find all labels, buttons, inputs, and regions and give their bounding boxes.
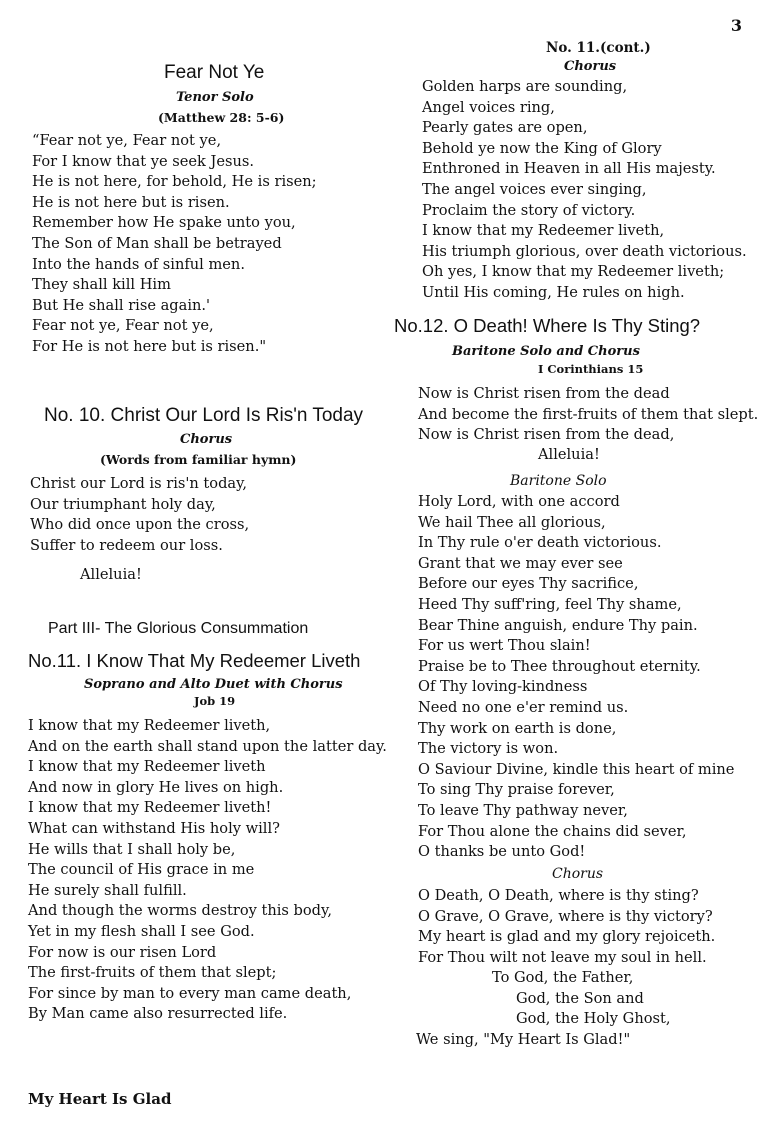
lyric-line: Oh yes, I know that my Redeemer liveth; (422, 263, 725, 281)
lyric-line: Behold ye now the King of Glory (422, 139, 662, 157)
no12-chorus-label: Chorus (552, 866, 604, 882)
lyric-line: He surely shall fulfill. (28, 881, 187, 899)
lyric-line: For now is our risen Lord (28, 943, 217, 961)
fear-not-ye-voice: Tenor Solo (176, 90, 254, 105)
no12-chorus-lyrics (418, 886, 715, 968)
lyric-line: But He shall rise again.' (32, 296, 211, 314)
lyric-line: For I know that ye seek Jesus. (32, 152, 255, 170)
lyric-line: Fear not ye, Fear not ye, (32, 317, 214, 335)
no10-voice: Chorus (180, 432, 233, 447)
lyric-line: I know that my Redeemer liveth, (422, 222, 665, 240)
lyric-line: For Thou wilt not leave my soul in hell. (418, 948, 707, 966)
lyric-line: He is not here, for behold, He is risen; (32, 173, 317, 191)
lyric-line: Our triumphant holy day, (30, 495, 216, 513)
lyric-line: Suffer to redeem our loss. (30, 536, 223, 554)
no11-voice: Soprano and Alto Duet with Chorus (84, 677, 343, 692)
lyric-line: For us wert Thou slain! (418, 637, 591, 655)
lyric-line: To sing Thy praise forever, (418, 781, 615, 799)
lyric-line: O thanks be unto God! (418, 843, 586, 861)
fear-not-ye-title: Fear Not Ye (164, 62, 265, 83)
lyric-line: Into the hands of sinful men. (32, 255, 245, 273)
no11-lyrics (28, 716, 387, 1025)
lyric-line: Heed Thy suff'ring, feel Thy shame, (418, 595, 682, 613)
lyric-line: The angel voices ever singing, (422, 180, 647, 198)
no10-reference: (Words from familiar hymn) (100, 452, 297, 467)
lyric-line: Before our eyes Thy sacrifice, (418, 575, 639, 593)
no10-title: No. 10. Christ Our Lord Is Ris'n Today (44, 405, 364, 426)
no12-reference: I Corinthians 15 (538, 362, 644, 376)
lyric-line: My heart is glad and my glory rejoiceth. (418, 928, 716, 946)
lyric-line: Angel voices ring, (422, 98, 555, 116)
lyric-line: And on the earth shall stand upon the latter day. (28, 737, 387, 755)
lyric-line: And though the worms destroy this body, (28, 902, 332, 920)
baritone-solo-lyrics (418, 492, 734, 863)
part-three-heading: Part III- The Glorious Consummation (48, 620, 309, 637)
lyric-line: What can withstand His holy will? (28, 819, 280, 837)
baritone-solo-label: Baritone Solo (510, 473, 607, 489)
lyric-line: O Death, O Death, where is thy sting? (418, 887, 699, 904)
lyric-line: Pearly gates are open, (422, 119, 588, 137)
lyric-line: And now in glory He lives on high. (28, 778, 284, 796)
fear-not-ye-lyrics (32, 131, 317, 358)
no11-reference: Job 19 (194, 694, 236, 708)
no11-continued-header: No. 11.(cont.) (546, 40, 651, 56)
lyric-line: Bear Thine anguish, endure Thy pain. (418, 616, 698, 634)
lyric-line: He wills that I shall holy be, (28, 840, 236, 858)
lyric-line: Who did once upon the cross, (30, 516, 250, 534)
lyric-line: And become the first-fruits of them that slept. (418, 405, 759, 423)
lyric-line: By Man came also resurrected life. (28, 1005, 288, 1023)
lyric-line: In Thy rule o'er death victorious. (418, 534, 662, 552)
lyric-line: The victory is won. (418, 740, 559, 758)
no10-lyrics (30, 474, 249, 556)
no11-continued-voice: Chorus (564, 59, 617, 74)
no11-continued-lyrics (422, 77, 747, 304)
lyric-line: O Grave, O Grave, where is thy victory? (418, 907, 713, 925)
lyric-line: I know that my Redeemer liveth (28, 758, 266, 776)
lyric-line: He is not here but is risen. (32, 193, 230, 211)
lyric-line: Praise be to Thee throughout eternity. (418, 657, 701, 675)
lyric-line: The Son of Man shall be betrayed (32, 234, 282, 252)
lyric-line: For Thou alone the chains did sever, (418, 822, 687, 840)
lyric-line: Now is Christ risen from the dead, (418, 426, 675, 444)
lyric-line: His triumph glorious, over death victorious. (422, 242, 747, 260)
lyric-line: I know that my Redeemer liveth! (28, 799, 272, 817)
lyric-line: Proclaim the story of victory. (422, 201, 636, 219)
lyric-line: O Saviour Divine, kindle this heart of mine (418, 760, 735, 778)
lyric-line: To God, the Father, (492, 969, 634, 986)
lyric-line: They shall kill Him (32, 276, 171, 294)
lyric-line: Enthroned in Heaven in all His majesty. (422, 160, 716, 178)
lyric-line: I know that my Redeemer liveth, (28, 717, 271, 734)
footer-title: My Heart Is Glad (28, 1090, 172, 1108)
lyric-line: Remember how He spake unto you, (32, 214, 296, 232)
no12-final-line: We sing, "My Heart Is Glad!" (416, 1031, 631, 1048)
lyric-line: For He is not here but is risen." (32, 337, 267, 355)
no12-title: No.12. O Death! Where Is Thy Sting? (394, 315, 701, 336)
lyric-line: Yet in my flesh shall I see God. (28, 922, 255, 940)
fear-not-ye-reference: (Matthew 28: 5-6) (158, 110, 285, 125)
lyric-line: We hail Thee all glorious, (418, 513, 606, 531)
no12-alleluia: Alleluia! (538, 446, 600, 463)
lyric-line: For since by man to every man came death, (28, 984, 352, 1002)
lyric-line: God, the Holy Ghost, (516, 1010, 671, 1028)
lyric-line: Christ our Lord is ris'n today, (30, 475, 248, 492)
no12-opening-lyrics (418, 384, 758, 446)
lyric-line: The first-fruits of them that slept; (28, 964, 277, 982)
lyric-line: Thy work on earth is done, (418, 719, 617, 737)
lyric-line: The council of His grace in me (28, 861, 255, 879)
lyric-line: To leave Thy pathway never, (418, 801, 628, 819)
lyric-line: Golden harps are sounding, (422, 78, 628, 95)
page-number: 3 (730, 16, 742, 35)
no12-voice: Baritone Solo and Chorus (452, 344, 640, 359)
lyric-line: God, the Son and (516, 989, 644, 1007)
lyric-line: “Fear not ye, Fear not ye, (32, 132, 222, 149)
lyric-line: Holy Lord, with one accord (418, 493, 620, 510)
no10-alleluia: Alleluia! (80, 566, 142, 583)
no12-doxology (492, 968, 671, 1030)
lyric-line: Of Thy loving-kindness (418, 678, 588, 696)
no11-title: No.11. I Know That My Redeemer Liveth (28, 650, 361, 671)
lyric-line: Need no one e'er remind us. (418, 698, 629, 716)
lyric-line: Until His coming, He rules on high. (422, 283, 685, 301)
lyric-line: Now is Christ risen from the dead (418, 385, 670, 402)
lyric-line: Grant that we may ever see (418, 554, 623, 572)
